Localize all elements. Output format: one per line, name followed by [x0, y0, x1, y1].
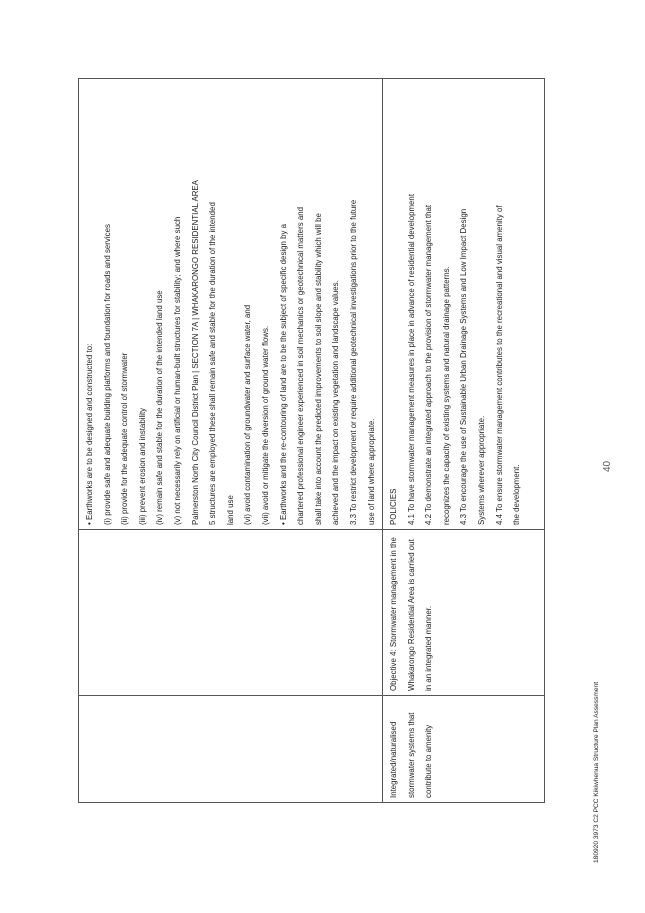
policy-line: 4.1 To have stormwater management measures in place in advance of residential development	[406, 193, 416, 525]
policy-line: chartered professional engineer experienced in soil mechanics or geotechnical matters and	[296, 207, 306, 525]
objective-cell	[383, 530, 545, 696]
policy-line: 5 structures are employed these shall remain safe and stable for the duration of the intended	[208, 202, 218, 525]
policy-line: (v) not necessarily rely on artificial or human-built structures for stability; and where such	[172, 216, 182, 525]
policy-line: Palmerston North City Council District Plan | SECTION 7A | WHAKARONGO RESIDENTIAL AREA	[190, 180, 200, 525]
policy-line: Systems wherever appropriate.	[477, 415, 487, 525]
table-row	[79, 79, 383, 803]
page-number: 40	[602, 460, 613, 472]
table-row	[383, 79, 545, 803]
objective-text: Objective 4: Stormwater management in the Whakarongo Residential Area is carried out in an integrated manner.	[389, 537, 434, 691]
objective-cell-empty	[79, 530, 383, 696]
earthworks-policies-cell	[79, 79, 383, 530]
policy-line: achieved and the impact on existing vegetation and landscape values.	[331, 280, 341, 525]
policy-line: • Earthworks are to be designed and constructed to:	[85, 343, 94, 525]
issue-text: Integrated/naturalised stormwater systems that contribute to amenity	[389, 712, 434, 798]
stormwater-policies-cell	[383, 79, 545, 530]
policy-line: the development.	[512, 464, 522, 525]
policy-line: use of land where appropriate.	[366, 418, 376, 525]
policy-line: (i) provide safe and adequate building platforms and foundation for roads and services	[102, 224, 112, 525]
policy-line: land use	[225, 495, 235, 525]
policy-table	[78, 78, 545, 803]
policy-line: (iii) prevent erosion and instability	[137, 407, 147, 525]
issue-cell	[383, 696, 545, 803]
policy-line: • Earthworks and the re-contouring of land are to be the subject of specific design by a	[278, 223, 288, 525]
policy-line: shall take into account the predicted improvements to soil slope and stability which will be	[313, 213, 323, 525]
policy-line: 3.3 To restrict development or require additional geotechnical investigations prior to the future	[348, 199, 358, 525]
policy-line: 4.4 To ensure stormwater management contributes to the recreational and visual amenity of	[494, 205, 504, 525]
policy-line: 4.3 To encourage the use of Sustainable Urban Drainage Systems and Low Impact Design	[459, 208, 469, 525]
policy-line: (ii) provide for the adequate control of stormwater	[120, 352, 130, 525]
policy-line: 4.2 To demonstrate an integrated approach to the provision of stormwater management that	[424, 204, 434, 525]
policies-heading: POLICIES	[389, 488, 399, 525]
policy-line: recognizes the capacity of existing systems and natural drainage patterns.	[441, 266, 451, 525]
policy-line: (iv) remain safe and stable for the duration of the intended land use	[155, 290, 165, 525]
policy-line: (vi) avoid contamination of groundwater and surface water, and	[243, 304, 253, 525]
issue-cell-empty	[79, 696, 383, 803]
policy-line: (vii) avoid or mitigate the diversion of ground water flows.	[260, 325, 270, 525]
footer-document-title: 180920 3973 C2 PCC Kikiwhenua Structure Plan Assessment	[593, 681, 600, 863]
